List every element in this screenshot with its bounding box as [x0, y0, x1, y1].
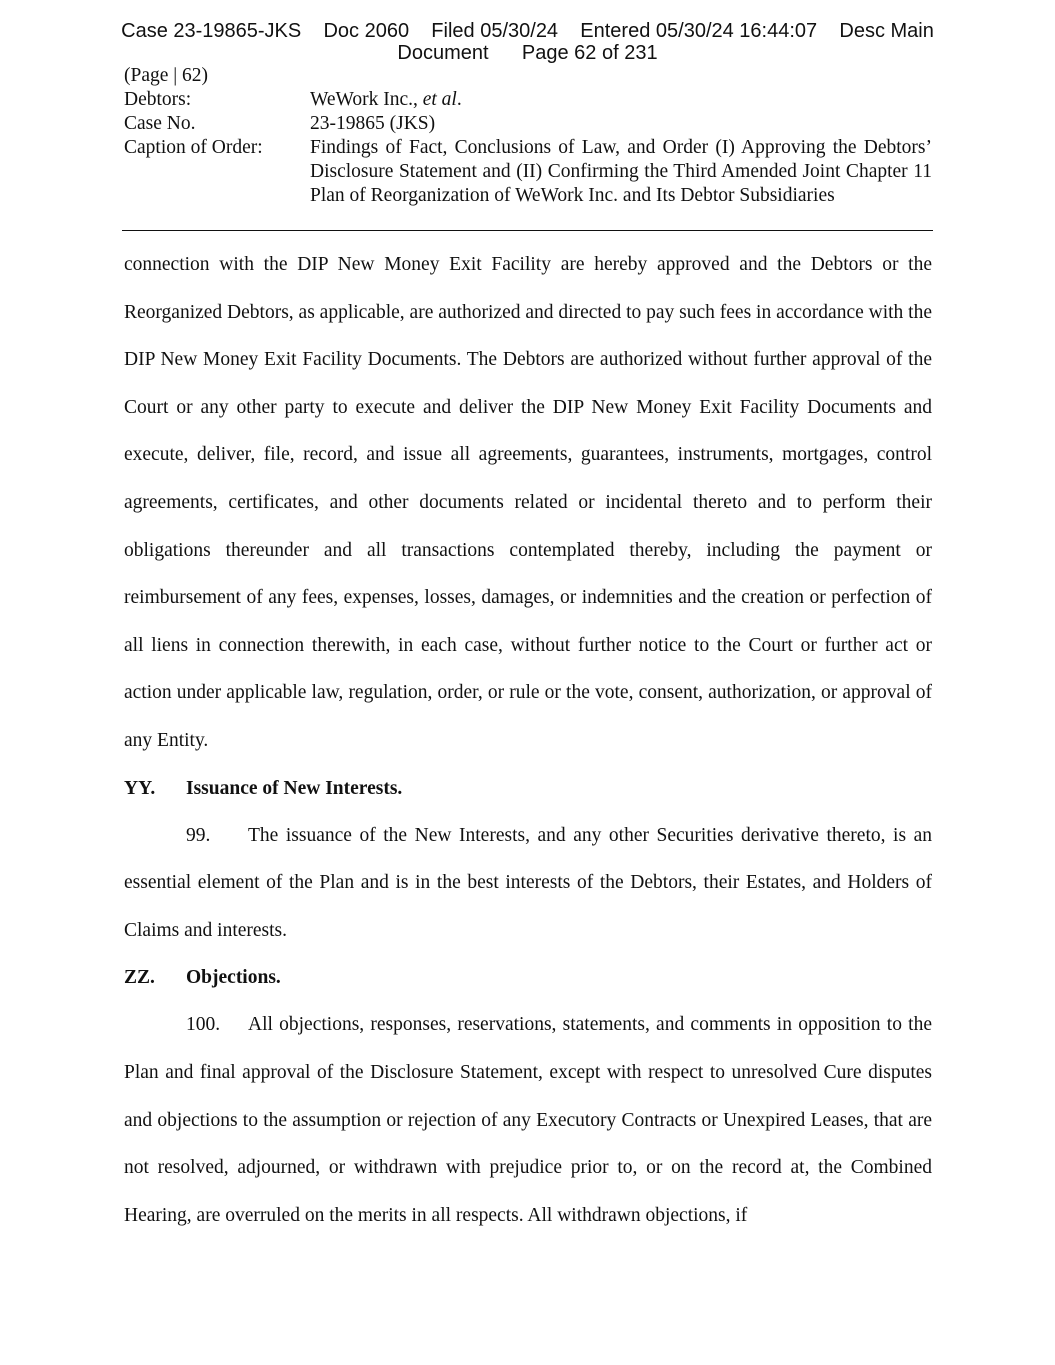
- paragraph-number-100: 100.: [186, 1014, 221, 1036]
- paragraph-99: [124, 812, 932, 955]
- page-reference-row: [124, 64, 932, 88]
- filing-stamp-line-1: Case 23-19865-JKS Doc 2060 Filed 05/30/24 Entered 05/30/24 16:44:07 Desc Main: [121, 20, 934, 42]
- filing-stamp-line-2: Document Page 62 of 231: [397, 42, 658, 64]
- paragraph-number-99: 99.: [186, 824, 211, 846]
- caption-of-order-row: [124, 136, 932, 208]
- section-title-yy: Issuance of New Interests.: [186, 777, 403, 799]
- page-reference: (Page | 62): [124, 65, 209, 86]
- caption-block: [124, 64, 932, 208]
- case-number-row: [124, 112, 932, 136]
- case-number-value: 23-19865 (JKS): [310, 113, 436, 134]
- section-heading-yy: [124, 765, 932, 812]
- case-number-label: Case No.: [124, 113, 196, 134]
- debtors-et-al: et al: [422, 89, 457, 110]
- paragraph-100: [124, 1001, 932, 1239]
- section-heading-zz: [124, 954, 932, 1001]
- paragraph-text-100: All objections, responses, reservations, statements, and comments in opposition to the Plan and final approval of the Disclosure Statement, except with respect to unresolved Cure disputes and objections to the assumption or rejection of any Executory Contracts or Unexpired Leases, that are not resolved, adjourned, or withdrawn with prejudice prior to, or on the record at, the Combined Hearing, are overruled on the merits in all respects. All withdrawn objections, if: [124, 1014, 932, 1226]
- debtors-name: WeWork Inc.,: [310, 89, 423, 110]
- debtors-label: Debtors:: [124, 89, 192, 110]
- continuation-paragraph: connection with the DIP New Money Exit Facility are hereby approved and the Debtors or the Reorganized Debtors, as applicable, are authorized and directed to pay such fees in accordance with the DIP New Money Exit Facility Documents. The Debtors are authorized without further approval of the Court or any other party to execute and deliver the DIP New Money Exit Facility Documents and execute, deliver, file, record, and issue all agreements, guarantees, instruments, mortgages, control agreements, certificates, and other documents related or incidental thereto and to perform their obligations thereunder and all transactions contemplated thereby, including the payment or reimbursement of any fees, expenses, losses, damages, or indemnities and the creation or perfection of all liens in connection therewith, in each case, without further notice to the Court or further act or action under applicable law, regulation, order, or rule or the vote, consent, authorization, or approval of any Entity.: [124, 254, 933, 751]
- caption-of-order-label: Caption of Order:: [124, 137, 263, 158]
- debtors-row: [124, 88, 932, 112]
- caption-divider: [122, 230, 933, 231]
- section-letter-yy: YY.: [124, 777, 156, 799]
- section-title-zz: Objections.: [186, 967, 281, 989]
- debtors-period: .: [456, 89, 462, 110]
- paragraph-text-99: The issuance of the New Interests, and any other Securities derivative thereto, is an essential element of the Plan and is in the best interests of the Debtors, their Estates, and Holders of Claims and interests.: [124, 824, 932, 941]
- section-letter-zz: ZZ.: [124, 967, 155, 989]
- debtors-value: [310, 88, 932, 112]
- document-body: [124, 241, 932, 1239]
- caption-of-order-value: Findings of Fact, Conclusions of Law, and Order (I) Approving the Debtors’ Disclosure Statement and (II) Confirming the Third Amended Joint Chapter 11 Plan of Reorganization of WeWork Inc. and Its Debtor Subsidiaries: [310, 137, 932, 206]
